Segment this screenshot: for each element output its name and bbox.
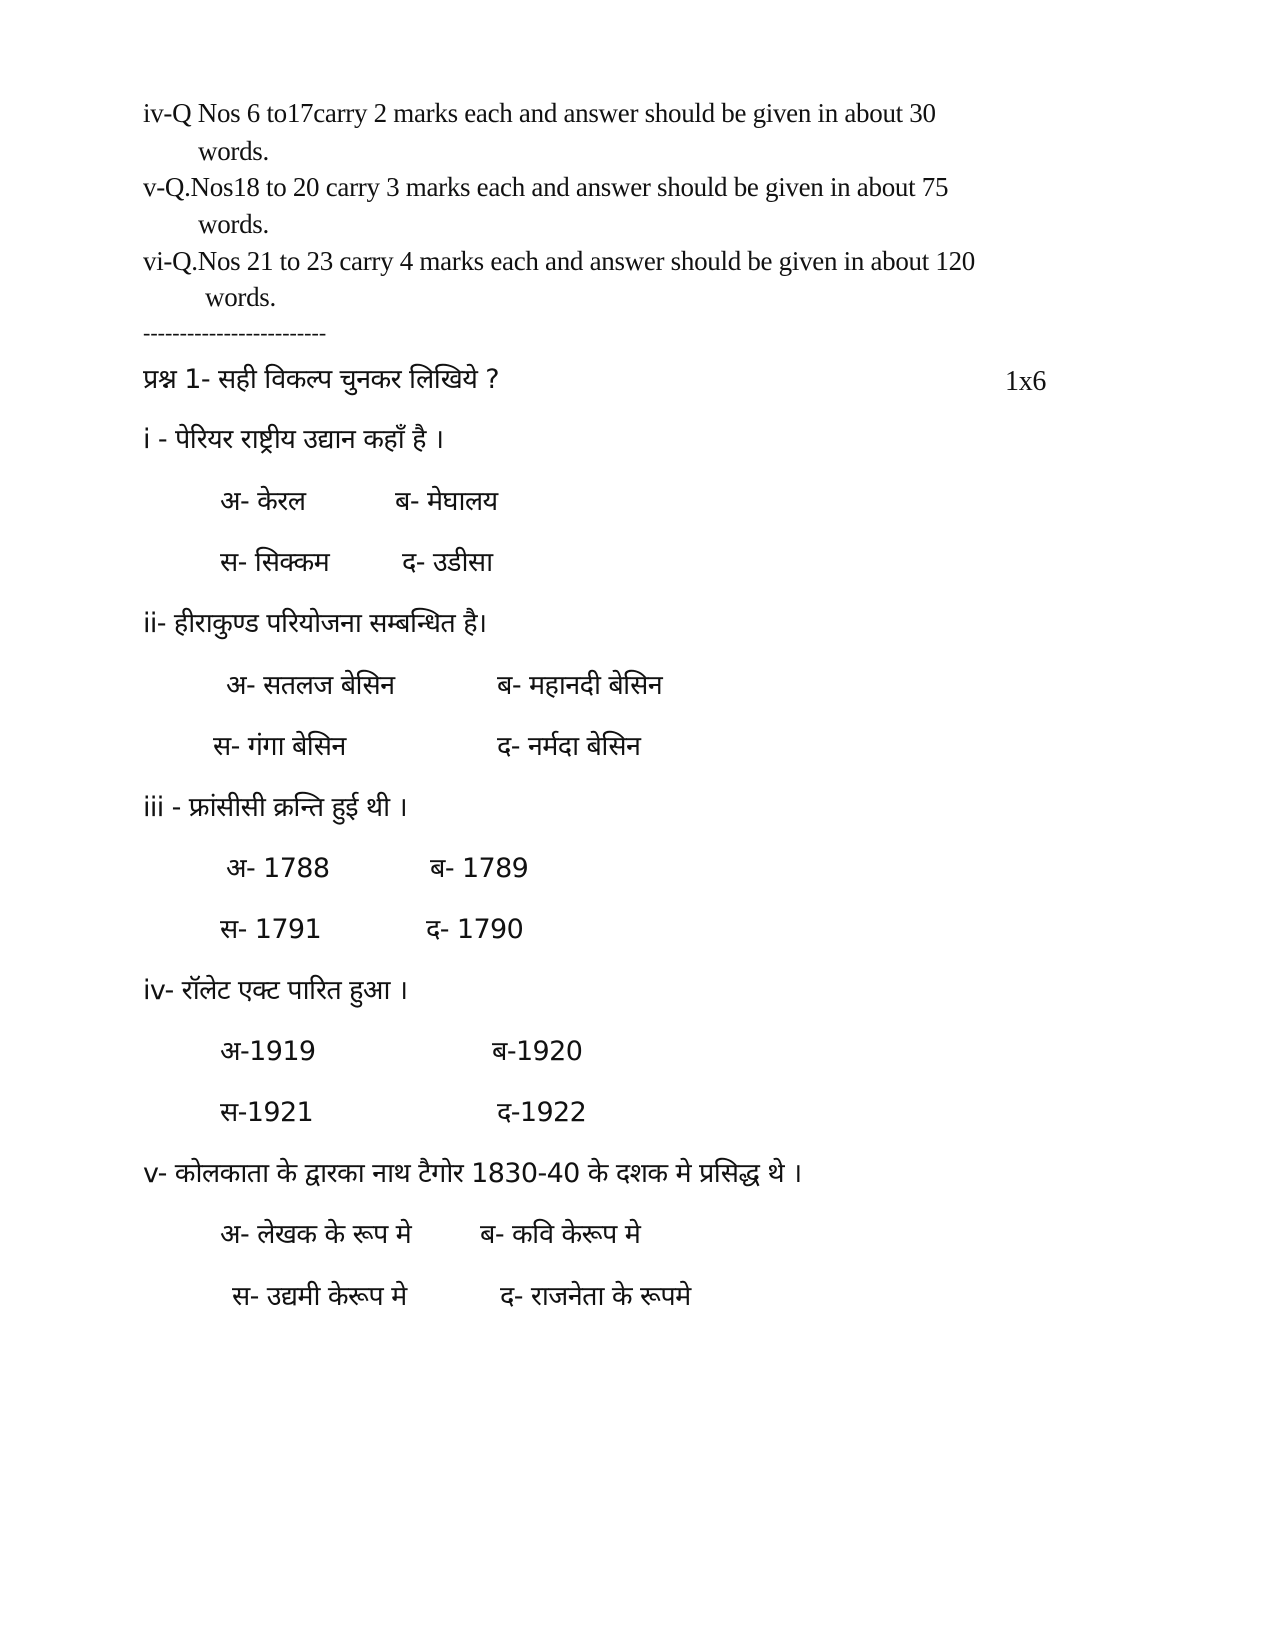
instruction-iv-continuation: words. [198,136,269,166]
option-v-d: द- राजनेता के रूपमे [500,1281,691,1312]
question-ii-text: ii- हीराकुण्ड परियोजना सम्बन्धित है। [143,608,487,639]
option-ii-c: स- गंगा बेसिन [213,731,346,762]
separator-line: ------------------------- [143,320,327,345]
question-1-title: प्रश्न 1- सही विकल्प चुनकर लिखिये ? [143,364,499,395]
question-iv-text: iv- रॉलेट एक्ट पारित हुआ । [143,975,408,1006]
option-i-b: ब- मेघालय [395,486,498,517]
instruction-vi: vi-Q.Nos 21 to 23 carry 4 marks each and answer should be given in about 120 [143,246,975,276]
question-iii-text: iii - फ्रांसीसी क्रन्ति हुई थी । [143,792,408,823]
option-v-b: ब- कवि केरूप मे [480,1219,641,1250]
option-i-a: अ- केरल [220,486,306,517]
option-i-d: द- उडीसा [402,547,493,578]
question-v-text: v- कोलकाता के द्वारका नाथ टैगोर 1830-40 के दशक मे प्रसिद्ध थे । [143,1158,802,1189]
instruction-iv: iv-Q Nos 6 to17carry 2 marks each and answer should be given in about 30 [143,98,936,128]
option-iv-b: ब-1920 [492,1036,583,1067]
instruction-vi-continuation: words. [205,282,276,312]
option-ii-d: द- नर्मदा बेसिन [497,731,641,762]
option-iii-d: द- 1790 [426,914,524,945]
option-v-c: स- उद्यमी केरूप मे [232,1281,407,1312]
option-iv-c: स-1921 [220,1097,314,1128]
option-ii-a: अ- सतलज बेसिन [226,670,395,701]
option-iii-b: ब- 1789 [430,853,529,884]
question-1-marks: 1x6 [1005,366,1047,397]
instruction-v-continuation: words. [198,209,269,239]
option-iv-a: अ-1919 [220,1036,316,1067]
question-i-text: i - पेरियर राष्ट्रीय उद्यान कहाँ है । [143,424,444,455]
option-iii-c: स- 1791 [220,914,322,945]
option-i-c: स- सिक्कम [220,547,330,578]
option-iv-d: द-1922 [497,1097,587,1128]
instruction-v: v-Q.Nos18 to 20 carry 3 marks each and answer should be given in about 75 [143,172,949,202]
option-ii-b: ब- महानदी बेसिन [497,670,663,701]
option-iii-a: अ- 1788 [226,853,330,884]
option-v-a: अ- लेखक के रूप मे [220,1219,412,1250]
